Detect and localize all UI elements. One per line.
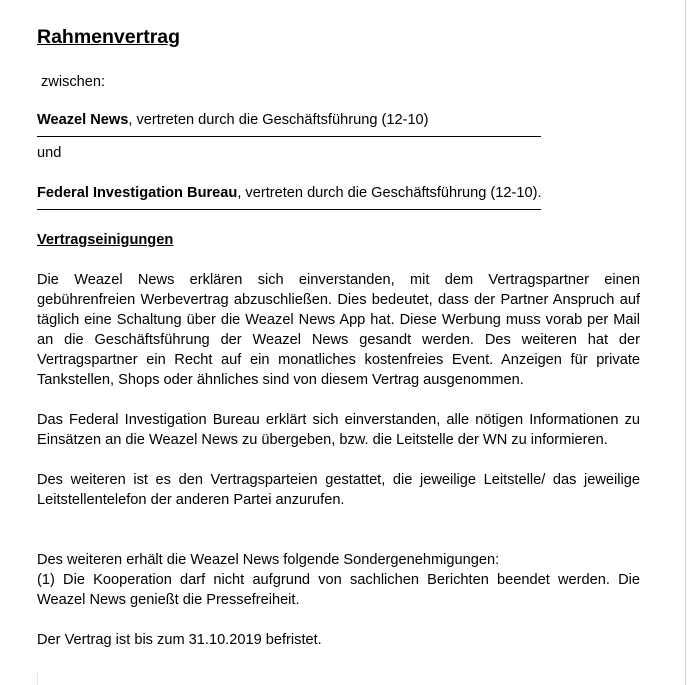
document-title: Rahmenvertrag — [37, 26, 181, 48]
signature-rule — [37, 136, 541, 137]
party-a-name: Weazel News — [37, 112, 129, 128]
special-permissions-intro: Des weiteren erhält die Weazel News folgende Sondergenehmigungen: — [37, 552, 500, 568]
party-b-name: Federal Investigation Bureau — [37, 185, 238, 201]
party-a-line — [37, 110, 640, 130]
section-heading: Vertragseinigungen — [37, 232, 174, 248]
page-margin-guide — [37, 672, 38, 685]
and-label: und — [37, 145, 62, 161]
party-b-representation: , vertreten durch die Geschäftsführung (12-10). — [237, 185, 542, 201]
term-statement: Der Vertrag ist bis zum 31.10.2019 befristet. — [37, 632, 322, 648]
paragraph-dispatch: Des weiteren ist es den Vertragsparteien gestattet, die jeweilige Leitstelle/ das jeweilige Leitstellentelefon der anderen Partei anzurufen. — [37, 472, 640, 508]
page-edge — [685, 0, 686, 685]
signature-rule — [37, 209, 541, 210]
between-label: zwischen: — [41, 74, 106, 90]
paragraph-advertising: Die Weazel News erklären sich einverstanden, mit dem Vertragspartner einen gebührenfreien Werbevertrag abzuschließen. Dies bedeutet, dass der Partner Anspruch auf täglich eine Schaltung über die Weazel News App hat. Diese Werbung muss vorab per Mail an die Geschäftsführung der Weazel News gesandt werden. Des weiteren hat der Vertragspartner ein Recht auf ein monatliches kostenfreies Event. Anzeigen für private Tankstellen, Shops oder ähnliches sind von diesem Vertrag ausgenommen. — [37, 272, 640, 388]
special-permission-item: (1) Die Kooperation darf nicht aufgrund von sachlichen Berichten beendet werden. Die Weazel News genießt die Pressefreiheit. — [37, 572, 640, 608]
paragraph-information: Das Federal Investigation Bureau erklärt sich einverstanden, alle nötigen Informationen zu Einsätzen an die Weazel News zu übergeben, bzw. die Leitstelle der WN zu informieren. — [37, 412, 640, 448]
party-b-line — [37, 183, 640, 203]
party-a-representation: , vertreten durch die Geschäftsführung (12-10) — [128, 112, 429, 128]
document-body — [37, 24, 640, 650]
